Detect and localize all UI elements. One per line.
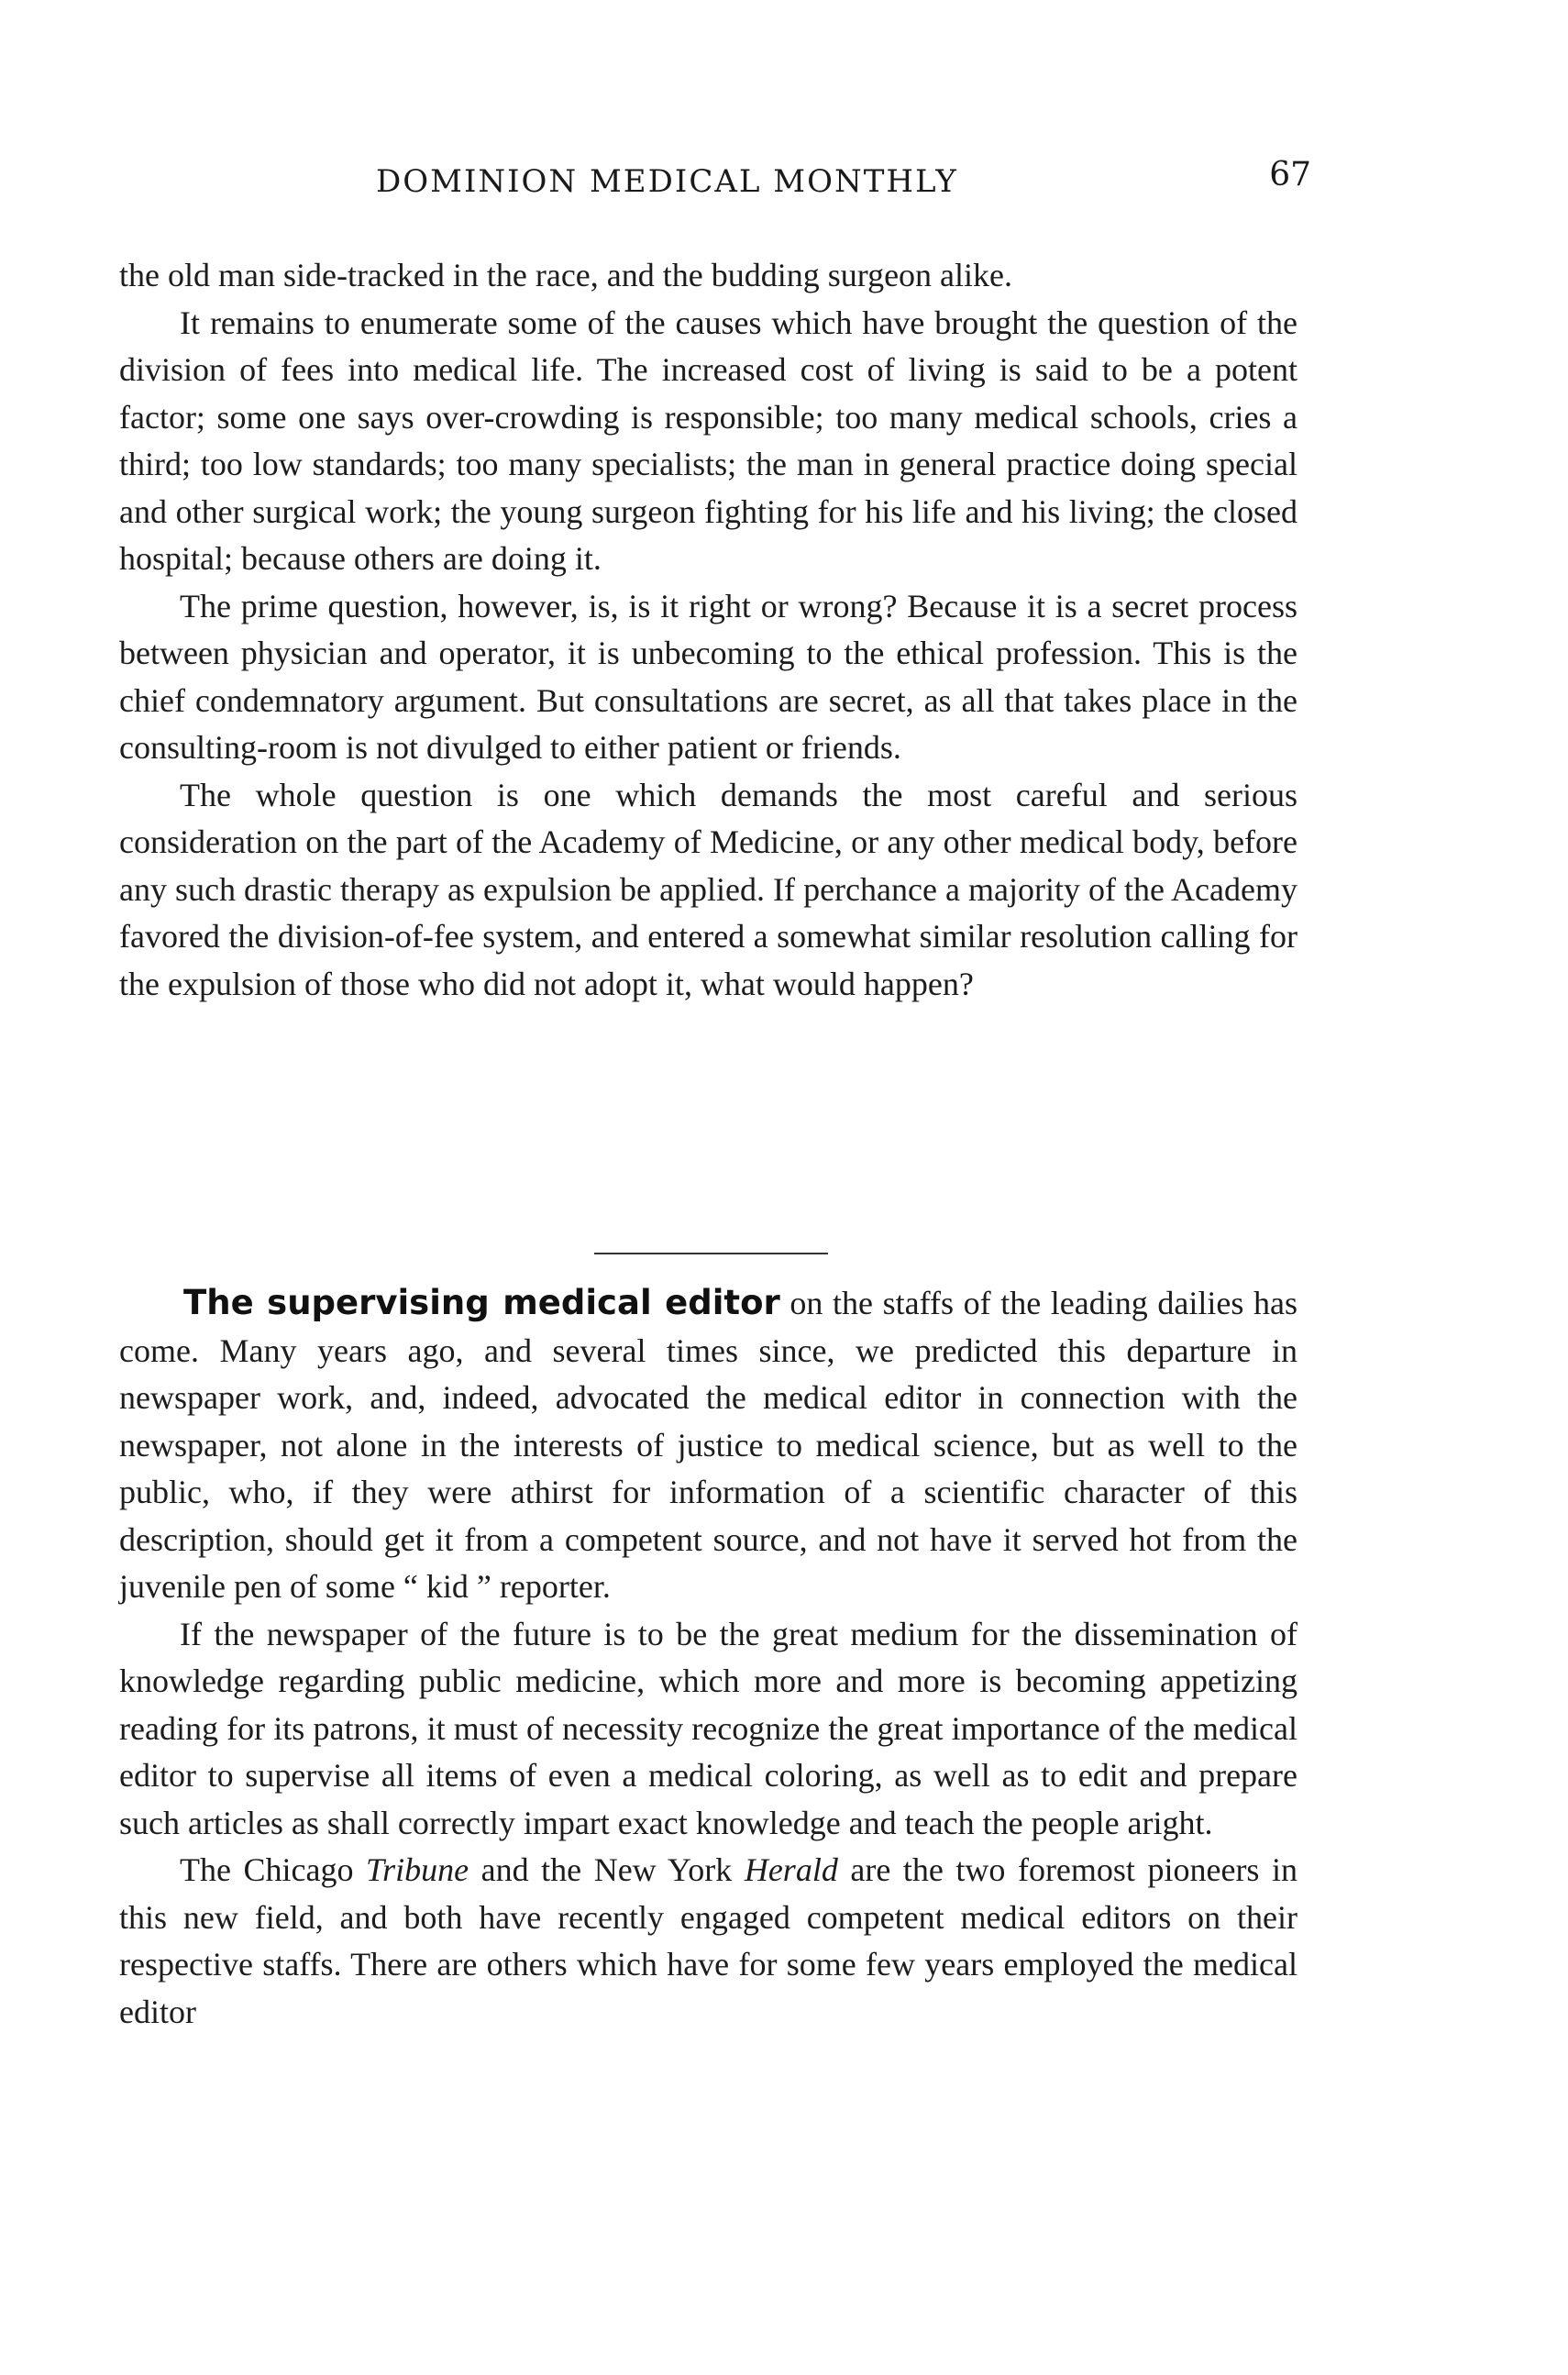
pioneers-text-a: The Chicago	[180, 1851, 367, 1888]
section-separator-rule	[594, 1253, 828, 1254]
paragraph-prime-question: The prime question, however, is, is it right or wrong? Because it is a secret process between physician and operator, it is unbecoming to the ethical profession. This is the chief condemnatory argument. But consultations are secret, as all that takes place in the consulting-room is not divulged to either patient or friends.	[119, 587, 1297, 766]
pioneers-text-b: and the New York	[469, 1851, 745, 1888]
section-division-of-fees	[119, 252, 1297, 1008]
pioneers-text-c: are the two foremost pioneers in this new field, and both have recently engaged competent medical editors on their respective staffs. There are others which have for some few years employed the medical editor	[119, 1851, 1297, 2030]
paragraph-causes: It remains to enumerate some of the causes which have brought the question of the division of fees into medical life. The increased cost of living is said to be a potent factor; some one says over-crowding is responsible; too many medical schools, cries a third; too low standards; too many specialists; the man in general practice doing special and other surgical work; the young surgeon fighting for his life and his living; the closed hospital; because others are doing it.	[119, 304, 1297, 577]
journal-title: DOMINION MEDICAL MONTHLY	[376, 163, 958, 200]
paragraph-continuation: the old man side-tracked in the race, and the budding surgeon alike.	[119, 257, 1013, 293]
paragraph-pioneers	[119, 1847, 1297, 2036]
newspaper-name-tribune: Tribune	[366, 1851, 469, 1888]
newspaper-name-herald: Herald	[744, 1851, 838, 1888]
paragraph-medical-editor-intro	[119, 1279, 1297, 1611]
section-lead-heading: The supervising medical editor	[183, 1283, 780, 1322]
page-number: 67	[1269, 156, 1311, 193]
paragraph-intro-text: on the staffs of the leading dailies has come. Many years ago, and several times since, we predicted this departure in newspaper work, and, indeed, advocated the medical editor in connection with the newspaper, not alone in the interests of justice to medical science, but as well to the public, who, if they were athirst for information of a scientific character of this description, should get it from a competent source, and not have it served hot from the juvenile pen of some “ kid ” reporter.	[119, 1285, 1297, 1605]
section-medical-editor	[119, 1279, 1297, 2036]
running-head	[119, 156, 1311, 218]
paragraph-newspaper-future: If the newspaper of the future is to be the great medium for the dissemination of knowledge regarding public medicine, which more and more is becoming appetizing reading for its patrons, it must of necessity recognize the great importance of the medical editor to supervise all items of even a medical coloring, as well as to edit and prepare such articles as shall correctly impart exact knowledge and teach the people aright.	[119, 1615, 1297, 1841]
paragraph-whole-question: The whole question is one which demands the most careful and serious consideration on the part of the Academy of Medicine, or any other medical body, before any such drastic therapy as expulsion be applied. If perchance a majority of the Academy favored the division-of-fee system, and entered a somewhat similar resolution calling for the expulsion of those who did not adopt it, what would happen?	[119, 776, 1297, 1002]
